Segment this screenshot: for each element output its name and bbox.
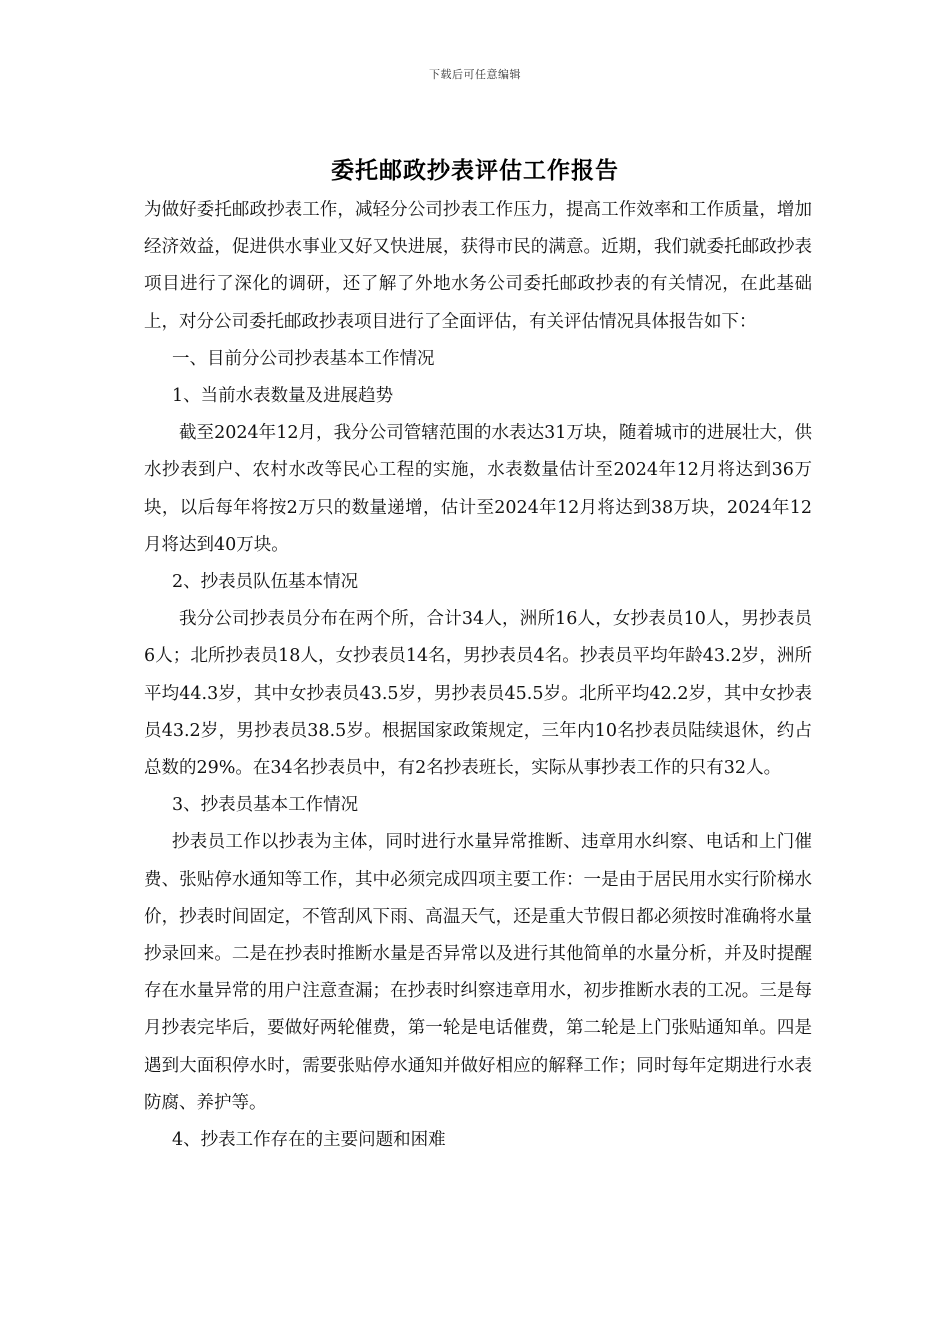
header-note: 下载后可任意编辑 (429, 68, 521, 81)
subsection-heading-4: 4、抄表工作存在的主要问题和困难 (172, 1130, 446, 1151)
meter-count-paragraph: 截至2024年12月，我分公司管辖范围的水表达31万块，随着城市的进展壮大，供水抄表到户、农村水改等民心工程的实施，水表数量估计至2024年12月将达到36万块，以后每年将按2万只的数量递增，估计至2024年12月将达到38万块，2024年12月将达到40万块。 (144, 423, 812, 555)
subsection-heading-2: 2、抄表员队伍基本情况 (172, 572, 359, 593)
intro-paragraph: 为做好委托邮政抄表工作，减轻分公司抄表工作压力，提高工作效率和工作质量，增加经济效益，促进供水事业又好又快进展，获得市民的满意。近期，我们就委托邮政抄表项目进行了深化的调研，还了解了外地水务公司委托邮政抄表的有关情况，在此基础上，对分公司委托邮政抄表项目进行了全面评估，有关评估情况具体报告如下： (144, 200, 812, 332)
subsection-heading-3: 3、抄表员基本工作情况 (172, 795, 359, 816)
work-paragraph: 抄表员工作以抄表为主体，同时进行水量异常推断、违章用水纠察、电话和上门催费、张贴停水通知等工作，其中必须完成四项主要工作：一是由于居民用水实行阶梯水价，抄表时间固定，不管刮风下雨、高温天气，还是重大节假日都必须按时准确将水量抄录回来。二是在抄表时推断水量是否异常以及进行其他简单的水量分析，并及时提醒存在水量异常的用户注意查漏；在抄表时纠察违章用水，初步推断水表的工况。三是每月抄表完毕后，要做好两轮催费，第一轮是电话催费，第二轮是上门张贴通知单。四是遇到大面积停水时，需要张贴停水通知并做好相应的解释工作；同时每年定期进行水表防腐、养护等。 (144, 832, 812, 1113)
document-title: 委托邮政抄表评估工作报告 (331, 157, 619, 184)
staff-paragraph: 我分公司抄表员分布在两个所，合计34人，洲所16人，女抄表员10人，男抄表员6人；北所抄表员18人，女抄表员14名，男抄表员4名。抄表员平均年龄43.2岁，洲所平均44.3岁，其中女抄表员43.5岁，男抄表员45.5岁。北所平均42.2岁，其中女抄表员43.2岁，男抄表员38.5岁。根据国家政策规定，三年内10名抄表员陆续退休，约占总数的29%。在34名抄表员中，有2名抄表班长，实际从事抄表工作的只有32人。 (144, 609, 812, 779)
section-heading-1: 一、目前分公司抄表基本工作情况 (172, 348, 435, 369)
document-body (144, 192, 812, 1159)
subsection-heading-1: 1、当前水表数量及进展趋势 (172, 386, 394, 407)
